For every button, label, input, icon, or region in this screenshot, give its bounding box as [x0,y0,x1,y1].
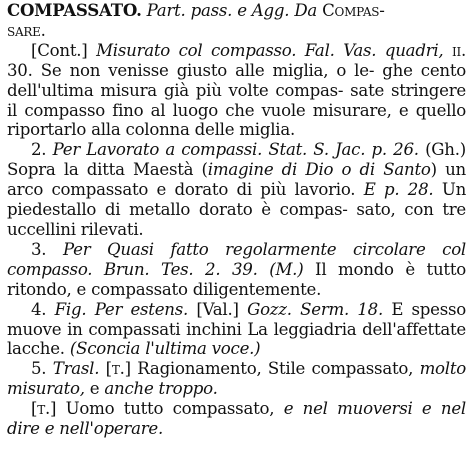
example-gloss: molto misurato, [7,359,467,399]
sense-definition: Fig. Per estens. [54,299,189,319]
quotation-part-1: Sopra la ditta Maestà ( [7,160,208,180]
citation-editor: (M.) [269,259,304,279]
grammar-label: Part. pass. e Agg. Da [146,1,318,20]
headword: COMPASSATO. [7,0,142,20]
sense-number: 3. [31,239,47,259]
quotation-part-3: Un piedestallo di metallo dorato è compas- [7,180,466,220]
quotation-note: imagine di Dio o di Santo [207,160,431,180]
citation-source-2: E p. 28. [363,180,434,200]
example-text-1: Uomo tutto compassato, [65,399,275,419]
quotation-part-2: ) un arco compassato e dorato di più lavorio. [7,160,466,200]
editorial-note: (Sconcia l'ultima voce.) [69,339,261,359]
quotation-part-4: sato, con tre uccellini rilevati. [7,200,466,239]
sense-number: 4. [31,299,47,319]
register-tag: [t.] [105,359,131,379]
sense-definition: Misurato col compasso. [96,40,297,60]
register-tag: [Cont.] [31,40,88,60]
sense-5-subparagraph [7,399,466,439]
example-gloss-2: anche troppo. [104,379,218,399]
citation-source: Fal. Vas. quadri, [304,40,444,60]
sense-definition: Trasl. [52,359,100,379]
sense-5-paragraph [7,359,466,399]
citation-source: Stat. S. Jac. p. 26. [268,140,419,160]
citation-number: ii. 30. [7,40,467,80]
quotation-line-1: Se non venisse giusto alle miglia, o le- [40,60,375,80]
quotation-line-3: sate stringere il compasso fino al luogo che vuole [7,80,466,120]
register-tag: [t.] [31,399,57,419]
sense-number: 2. [31,140,47,160]
quotation-line-2: ghe cento dell'ultima misura già più volte compas- [7,60,466,100]
cross-reference-continued: sare. [7,20,46,40]
register-tag: [Val.] [196,299,239,319]
example-text-1: Ragionamento, Stile compassato, [137,359,414,379]
sense-definition: Per Lavorato a compassi. [52,140,263,160]
sense-1-paragraph [7,41,466,141]
quotation-line-4: misurare, e quello riportarlo alla colonna delle miglia. [7,100,466,140]
quotation-text: E spesso muove in compassati inchini La leggiadria dell'affettate lacche. [7,299,466,359]
cross-reference: Compas- [322,1,385,20]
citation-editor: (Gh.) [425,140,466,160]
quotation-part-2: ritondo, e compassato diligentemente. [7,279,322,299]
sense-4-paragraph [7,300,466,360]
citation-source: Brun. Tes. 2. 39. [103,259,258,279]
quotation-part-1: Il mondo è tutto [315,259,466,279]
citation-source: Gozz. Serm. 18. [247,299,383,319]
sense-2-paragraph [7,140,466,240]
sense-definition: Per Quasi fatto regolarmente circolare col compasso. [7,239,466,279]
sense-3-paragraph [7,240,466,300]
entry-heading [7,1,466,41]
example-conjunction: e [89,379,100,399]
example-gloss: e nel muoversi e nel dire e nell'operare. [7,399,466,439]
sense-number: 5. [31,359,47,379]
